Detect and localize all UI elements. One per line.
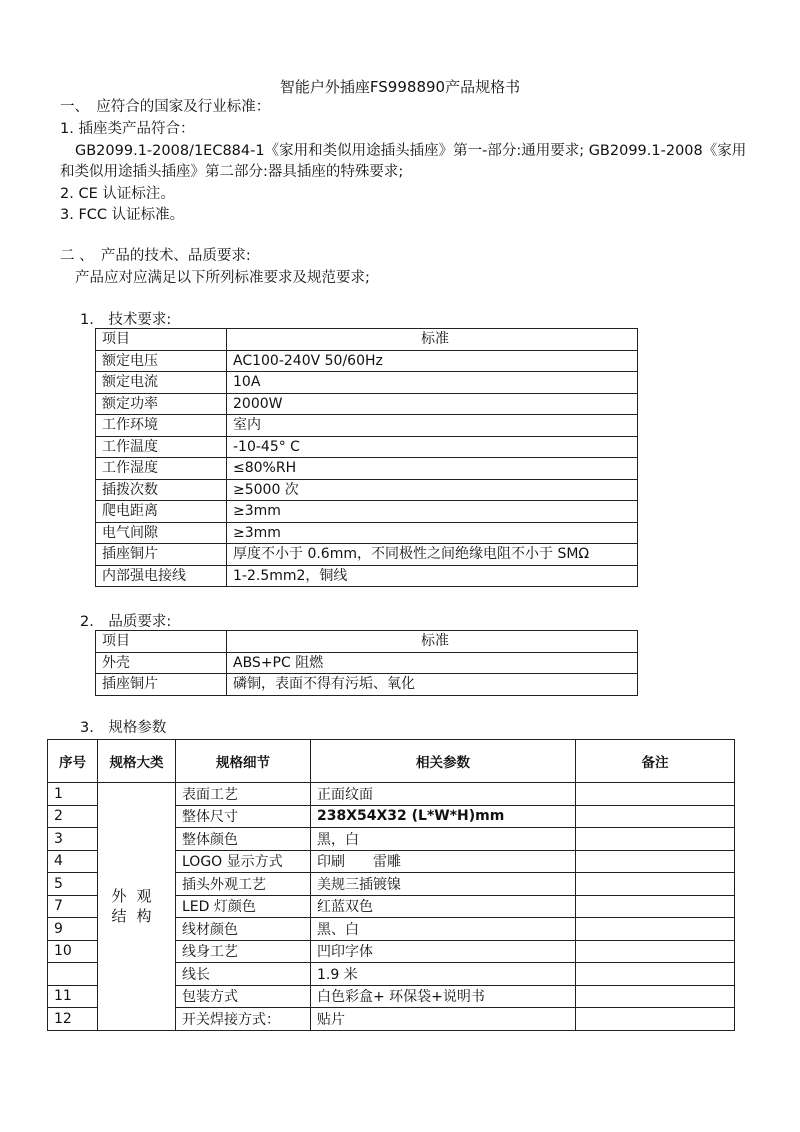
table-cell [48, 963, 98, 986]
table-cell: ≥3mm [227, 522, 638, 544]
section2-heading: 二 、 产品的技术、品质要求: [60, 248, 251, 264]
table-cell: 5 [48, 873, 98, 896]
table-row [96, 565, 638, 587]
table-row [96, 372, 638, 394]
table-cell: ≥5000 次 [227, 479, 638, 501]
table-cell: 11 [48, 985, 98, 1008]
table-cell: 磷铜，表面不得有污垢、氧化 [227, 674, 638, 696]
table-cell: 插拨次数 [96, 479, 227, 501]
header-cell: 项目 [96, 631, 227, 653]
table-cell: 12 [48, 1008, 98, 1031]
table-cell: 整体颜色 [176, 828, 311, 851]
table-cell: ≥3mm [227, 501, 638, 523]
spec-params-label: 3. 规格参数 [80, 720, 167, 736]
table-cell: 线长 [176, 963, 311, 986]
quality-requirements-label: 2. 品质要求: [80, 614, 172, 630]
table-cell [576, 940, 735, 963]
table-cell: 线身工艺 [176, 940, 311, 963]
tech-requirements-label: 1. 技术要求: [80, 312, 172, 328]
table-cell: 2000W [227, 393, 638, 415]
document-title: 智能户外插座FS998890产品规格书 [279, 78, 521, 96]
table-cell: 7 [48, 895, 98, 918]
table-cell: 插座铜片 [96, 674, 227, 696]
header-cell: 标准 [227, 329, 638, 351]
quality-requirements-table [95, 630, 638, 696]
table-cell [576, 783, 735, 806]
table-row [96, 436, 638, 458]
table-row [96, 522, 638, 544]
table-cell: -10-45° C [227, 436, 638, 458]
table-cell: 1-2.5mm2，铜线 [227, 565, 638, 587]
table-cell: LED 灯颜色 [176, 895, 311, 918]
table-cell: 白色彩盒+ 环保袋+说明书 [311, 985, 576, 1008]
table-cell: 2 [48, 805, 98, 828]
tech-requirements-table [95, 328, 638, 587]
table-row [96, 415, 638, 437]
section1-item-1: 1. 插座类产品符合： [60, 121, 195, 137]
table-row [96, 393, 638, 415]
table-cell: 额定电流 [96, 372, 227, 394]
table-cell: 包装方式 [176, 985, 311, 1008]
table-cell: 表面工艺 [176, 783, 311, 806]
table-cell: 工作环境 [96, 415, 227, 437]
section1-item-1-detail-cont: 和类似用途插头插座》第二部分:器具插座的特殊要求; [60, 164, 404, 180]
table-cell: 1 [48, 783, 98, 806]
table-cell: 1.9 米 [311, 963, 576, 986]
header-cell: 相关参数 [311, 740, 576, 783]
section1-item-3: 3. FCC 认证标准。 [60, 207, 185, 223]
table-cell: 爬电距离 [96, 501, 227, 523]
table-cell: 室内 [227, 415, 638, 437]
table-header-row [48, 740, 735, 783]
table-header-row [96, 631, 638, 653]
table-cell: 工作湿度 [96, 458, 227, 480]
table-cell [576, 985, 735, 1008]
table-cell [576, 850, 735, 873]
header-cell: 项目 [96, 329, 227, 351]
table-cell: 额定电压 [96, 350, 227, 372]
header-cell: 规格细节 [176, 740, 311, 783]
table-cell: ≤80%RH [227, 458, 638, 480]
table-cell [576, 873, 735, 896]
table-cell: 9 [48, 918, 98, 941]
table-cell: 3 [48, 828, 98, 851]
section1-heading: 一、 应符合的国家及行业标准： [60, 99, 271, 115]
table-cell: 贴片 [311, 1008, 576, 1031]
table-cell: LOGO 显示方式 [176, 850, 311, 873]
table-cell [576, 805, 735, 828]
table-row [96, 652, 638, 674]
header-cell: 序号 [48, 740, 98, 783]
table-row [96, 674, 638, 696]
table-cell: 10 [48, 940, 98, 963]
table-row [96, 544, 638, 566]
table-row [96, 501, 638, 523]
header-cell: 标准 [227, 631, 638, 653]
table-cell: ABS+PC 阻燃 [227, 652, 638, 674]
table-cell: 黑、白 [311, 918, 576, 941]
table-cell: 10A [227, 372, 638, 394]
table-cell: 整体尺寸 [176, 805, 311, 828]
spec-params-table [47, 739, 735, 1031]
section1-item-1-detail: GB2099.1-2008/1EC884-1《家用和类似用途插头插座》第一-部分:通用要求; GB2099.1-2008《家用 [75, 143, 747, 159]
table-cell: 外壳 [96, 652, 227, 674]
table-row [96, 479, 638, 501]
category-cell: 外观结构 [98, 783, 176, 1031]
table-cell: 插座铜片 [96, 544, 227, 566]
table-cell: 正面纹面 [311, 783, 576, 806]
table-cell: 红蓝双色 [311, 895, 576, 918]
section1-item-2: 2. CE 认证标注。 [60, 186, 175, 202]
table-cell: 线材颜色 [176, 918, 311, 941]
table-cell: 开关焊接方式： [176, 1008, 311, 1031]
table-cell: 工作温度 [96, 436, 227, 458]
section2-intro: 产品应对应满足以下所列标准要求及规范要求; [75, 270, 370, 286]
table-row [96, 458, 638, 480]
table-cell [576, 828, 735, 851]
table-cell: 插头外观工艺 [176, 873, 311, 896]
table-cell: 4 [48, 850, 98, 873]
table-cell [576, 918, 735, 941]
table-cell: 内部强电接线 [96, 565, 227, 587]
table-cell: AC100-240V 50/60Hz [227, 350, 638, 372]
table-cell: 印刷 雷雕 [311, 850, 576, 873]
table-cell [576, 1008, 735, 1031]
table-cell: 电气间隙 [96, 522, 227, 544]
table-cell: 厚度不小于 0.6mm，不同极性之间绝缘电阻不小于 SMΩ [227, 544, 638, 566]
header-cell: 备注 [576, 740, 735, 783]
table-cell: 额定功率 [96, 393, 227, 415]
table-cell [576, 963, 735, 986]
table-cell [576, 895, 735, 918]
table-row [48, 783, 735, 806]
table-header-row [96, 329, 638, 351]
table-cell: 238X54X32 (L*W*H)mm [311, 805, 576, 828]
table-cell: 美规三插镀镍 [311, 873, 576, 896]
table-cell: 黑，白 [311, 828, 576, 851]
table-cell: 凹印字体 [311, 940, 576, 963]
header-cell: 规格大类 [98, 740, 176, 783]
table-row [96, 350, 638, 372]
